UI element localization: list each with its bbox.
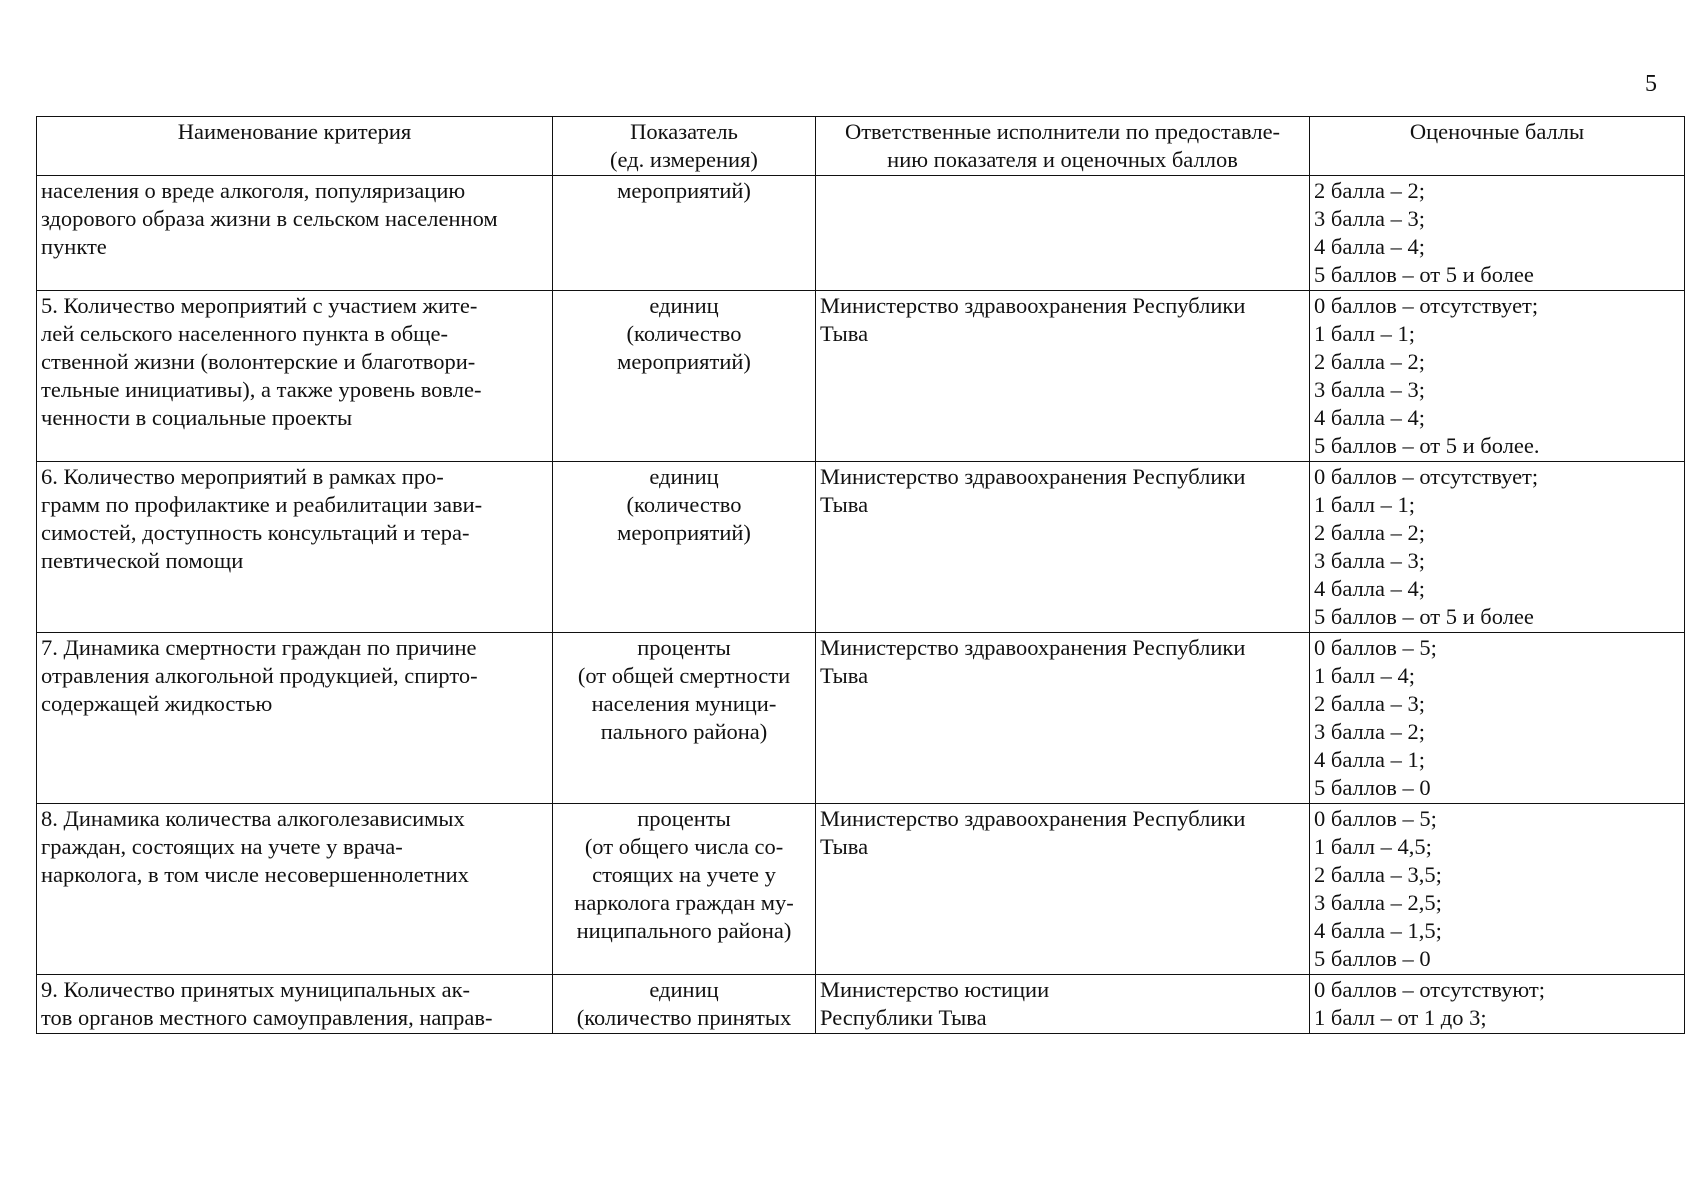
indicator-line: населения муници- bbox=[591, 691, 777, 716]
criterion-line: симостей, доступность консультаций и тера- bbox=[41, 520, 470, 545]
score-line: 4 балла – 4; bbox=[1314, 234, 1425, 259]
indicator-line: (количество принятых bbox=[576, 1005, 792, 1030]
score-line: 4 балла – 1; bbox=[1314, 747, 1425, 772]
indicator-line: единиц bbox=[649, 464, 719, 489]
header-line: Наименование критерия bbox=[177, 119, 412, 144]
table-row bbox=[37, 633, 1685, 804]
scores-cell bbox=[1310, 462, 1685, 633]
executors-cell bbox=[816, 975, 1310, 1034]
score-line: 5 баллов – от 5 и более bbox=[1314, 262, 1534, 287]
indicator-cell bbox=[553, 633, 816, 804]
score-line: 1 балл – от 1 до 3; bbox=[1314, 1005, 1487, 1030]
executors-cell bbox=[816, 633, 1310, 804]
score-line: 5 баллов – от 5 и более bbox=[1314, 604, 1534, 629]
criterion-line: 7. Динамика смертности граждан по причине bbox=[41, 635, 477, 660]
scores-cell bbox=[1310, 804, 1685, 975]
score-line: 3 балла – 3; bbox=[1314, 206, 1425, 231]
executors-cell bbox=[816, 462, 1310, 633]
score-line: 2 балла – 2; bbox=[1314, 178, 1425, 203]
header-criterion bbox=[37, 117, 553, 176]
header-line: Показатель bbox=[630, 119, 738, 144]
score-line: 2 балла – 3; bbox=[1314, 691, 1425, 716]
criterion-line: лей сельского населенного пункта в обще- bbox=[41, 321, 448, 346]
header-indicator bbox=[553, 117, 816, 176]
table-row bbox=[37, 462, 1685, 633]
scores-cell bbox=[1310, 291, 1685, 462]
criterion-line: отравления алкогольной продукцией, спирто- bbox=[41, 663, 478, 688]
scores-cell bbox=[1310, 633, 1685, 804]
indicator-line: ниципального района) bbox=[576, 918, 792, 943]
score-line: 1 балл – 1; bbox=[1314, 492, 1415, 517]
executors-cell bbox=[816, 291, 1310, 462]
executors-line: Тыва bbox=[820, 321, 869, 346]
indicator-line: проценты bbox=[637, 806, 731, 831]
executors-line: Республики Тыва bbox=[820, 1005, 987, 1030]
executors-line: Министерство юстиции bbox=[820, 977, 1050, 1002]
criterion-line: ственной жизни (волонтерские и благотвори- bbox=[41, 349, 476, 374]
indicator-line: стоящих на учете у bbox=[592, 862, 776, 887]
score-line: 4 балла – 1,5; bbox=[1314, 918, 1442, 943]
executors-line: Тыва bbox=[820, 834, 869, 859]
indicator-line: проценты bbox=[637, 635, 731, 660]
indicator-line: мероприятий) bbox=[617, 178, 751, 203]
score-line: 0 баллов – отсутствует; bbox=[1314, 464, 1539, 489]
indicator-line: (от общей смертности bbox=[577, 663, 791, 688]
criterion-cell bbox=[37, 176, 553, 291]
table-row bbox=[37, 176, 1685, 291]
criterion-line: тельные инициативы), а также уровень вовле- bbox=[41, 377, 482, 402]
indicator-cell bbox=[553, 291, 816, 462]
score-line: 5 баллов – 0 bbox=[1314, 775, 1431, 800]
criterion-line: нарколога, в том числе несовершеннолетних bbox=[41, 862, 469, 887]
score-line: 4 балла – 4; bbox=[1314, 405, 1425, 430]
indicator-line: мероприятий) bbox=[617, 520, 751, 545]
table-row bbox=[37, 804, 1685, 975]
criterion-cell bbox=[37, 291, 553, 462]
indicator-line: (от общего числа со- bbox=[584, 834, 784, 859]
indicator-line: мероприятий) bbox=[617, 349, 751, 374]
score-line: 3 балла – 2,5; bbox=[1314, 890, 1442, 915]
criterion-line: грамм по профилактике и реабилитации зави- bbox=[41, 492, 483, 517]
criterion-line: населения о вреде алкоголя, популяризацию bbox=[41, 178, 466, 203]
score-line: 1 балл – 4; bbox=[1314, 663, 1415, 688]
criterion-line: здорового образа жизни в сельском населенном bbox=[41, 206, 498, 231]
executors-line: Министерство здравоохранения Республики bbox=[820, 806, 1246, 831]
scores-cell bbox=[1310, 975, 1685, 1034]
score-line: 1 балл – 1; bbox=[1314, 321, 1415, 346]
header-line: Оценочные баллы bbox=[1409, 119, 1585, 144]
criterion-line: пункте bbox=[41, 234, 107, 259]
criterion-line: 9. Количество принятых муниципальных ак- bbox=[41, 977, 470, 1002]
criteria-table bbox=[36, 116, 1685, 1034]
score-line: 0 баллов – отсутствуют; bbox=[1314, 977, 1545, 1002]
criterion-cell bbox=[37, 975, 553, 1034]
criterion-line: 8. Динамика количества алкоголезависимых bbox=[41, 806, 465, 831]
criterion-line: ченности в социальные проекты bbox=[41, 405, 353, 430]
score-line: 2 балла – 2; bbox=[1314, 349, 1425, 374]
executors-line: Тыва bbox=[820, 663, 869, 688]
executors-line: Министерство здравоохранения Республики bbox=[820, 635, 1246, 660]
executors-cell bbox=[816, 804, 1310, 975]
executors-line: Тыва bbox=[820, 492, 869, 517]
table-row bbox=[37, 291, 1685, 462]
score-line: 3 балла – 3; bbox=[1314, 377, 1425, 402]
criterion-cell bbox=[37, 804, 553, 975]
indicator-line: (количество bbox=[626, 492, 742, 517]
criterion-cell bbox=[37, 633, 553, 804]
indicator-line: единиц bbox=[649, 293, 719, 318]
executors-line: Министерство здравоохранения Республики bbox=[820, 464, 1246, 489]
indicator-cell bbox=[553, 975, 816, 1034]
score-line: 0 баллов – отсутствует; bbox=[1314, 293, 1539, 318]
executors-cell bbox=[816, 176, 1310, 291]
score-line: 4 балла – 4; bbox=[1314, 576, 1425, 601]
header-line: (ед. измерения) bbox=[610, 147, 758, 172]
page-number: 5 bbox=[1645, 71, 1657, 97]
table-header-row bbox=[37, 117, 1685, 176]
table-row bbox=[37, 975, 1685, 1034]
criterion-line: тов органов местного самоуправления, направ- bbox=[41, 1005, 493, 1030]
score-line: 1 балл – 4,5; bbox=[1314, 834, 1432, 859]
criterion-cell bbox=[37, 462, 553, 633]
indicator-line: единиц bbox=[649, 977, 719, 1002]
indicator-line: (количество bbox=[626, 321, 742, 346]
score-line: 0 баллов – 5; bbox=[1314, 635, 1437, 660]
score-line: 5 баллов – от 5 и более. bbox=[1314, 433, 1540, 458]
indicator-cell bbox=[553, 804, 816, 975]
indicator-line: нарколога граждан му- bbox=[574, 890, 794, 915]
score-line: 5 баллов – 0 bbox=[1314, 946, 1431, 971]
indicator-cell bbox=[553, 462, 816, 633]
criterion-line: граждан, состоящих на учете у врача- bbox=[41, 834, 403, 859]
score-line: 3 балла – 3; bbox=[1314, 548, 1425, 573]
header-line: нию показателя и оценочных баллов bbox=[887, 147, 1238, 172]
table-body bbox=[37, 176, 1685, 1034]
executors-line: Министерство здравоохранения Республики bbox=[820, 293, 1246, 318]
header-line: Ответственные исполнители по предоставле- bbox=[844, 119, 1281, 144]
score-line: 0 баллов – 5; bbox=[1314, 806, 1437, 831]
criterion-line: содержащей жидкостью bbox=[41, 691, 273, 716]
criterion-line: певтической помощи bbox=[41, 548, 244, 573]
indicator-cell bbox=[553, 176, 816, 291]
header-scores bbox=[1310, 117, 1685, 176]
score-line: 3 балла – 2; bbox=[1314, 719, 1425, 744]
score-line: 2 балла – 2; bbox=[1314, 520, 1425, 545]
indicator-line: пального района) bbox=[600, 719, 768, 744]
scores-cell bbox=[1310, 176, 1685, 291]
criterion-line: 5. Количество мероприятий с участием жите- bbox=[41, 293, 478, 318]
score-line: 2 балла – 3,5; bbox=[1314, 862, 1442, 887]
header-executors bbox=[816, 117, 1310, 176]
criterion-line: 6. Количество мероприятий в рамках про- bbox=[41, 464, 444, 489]
